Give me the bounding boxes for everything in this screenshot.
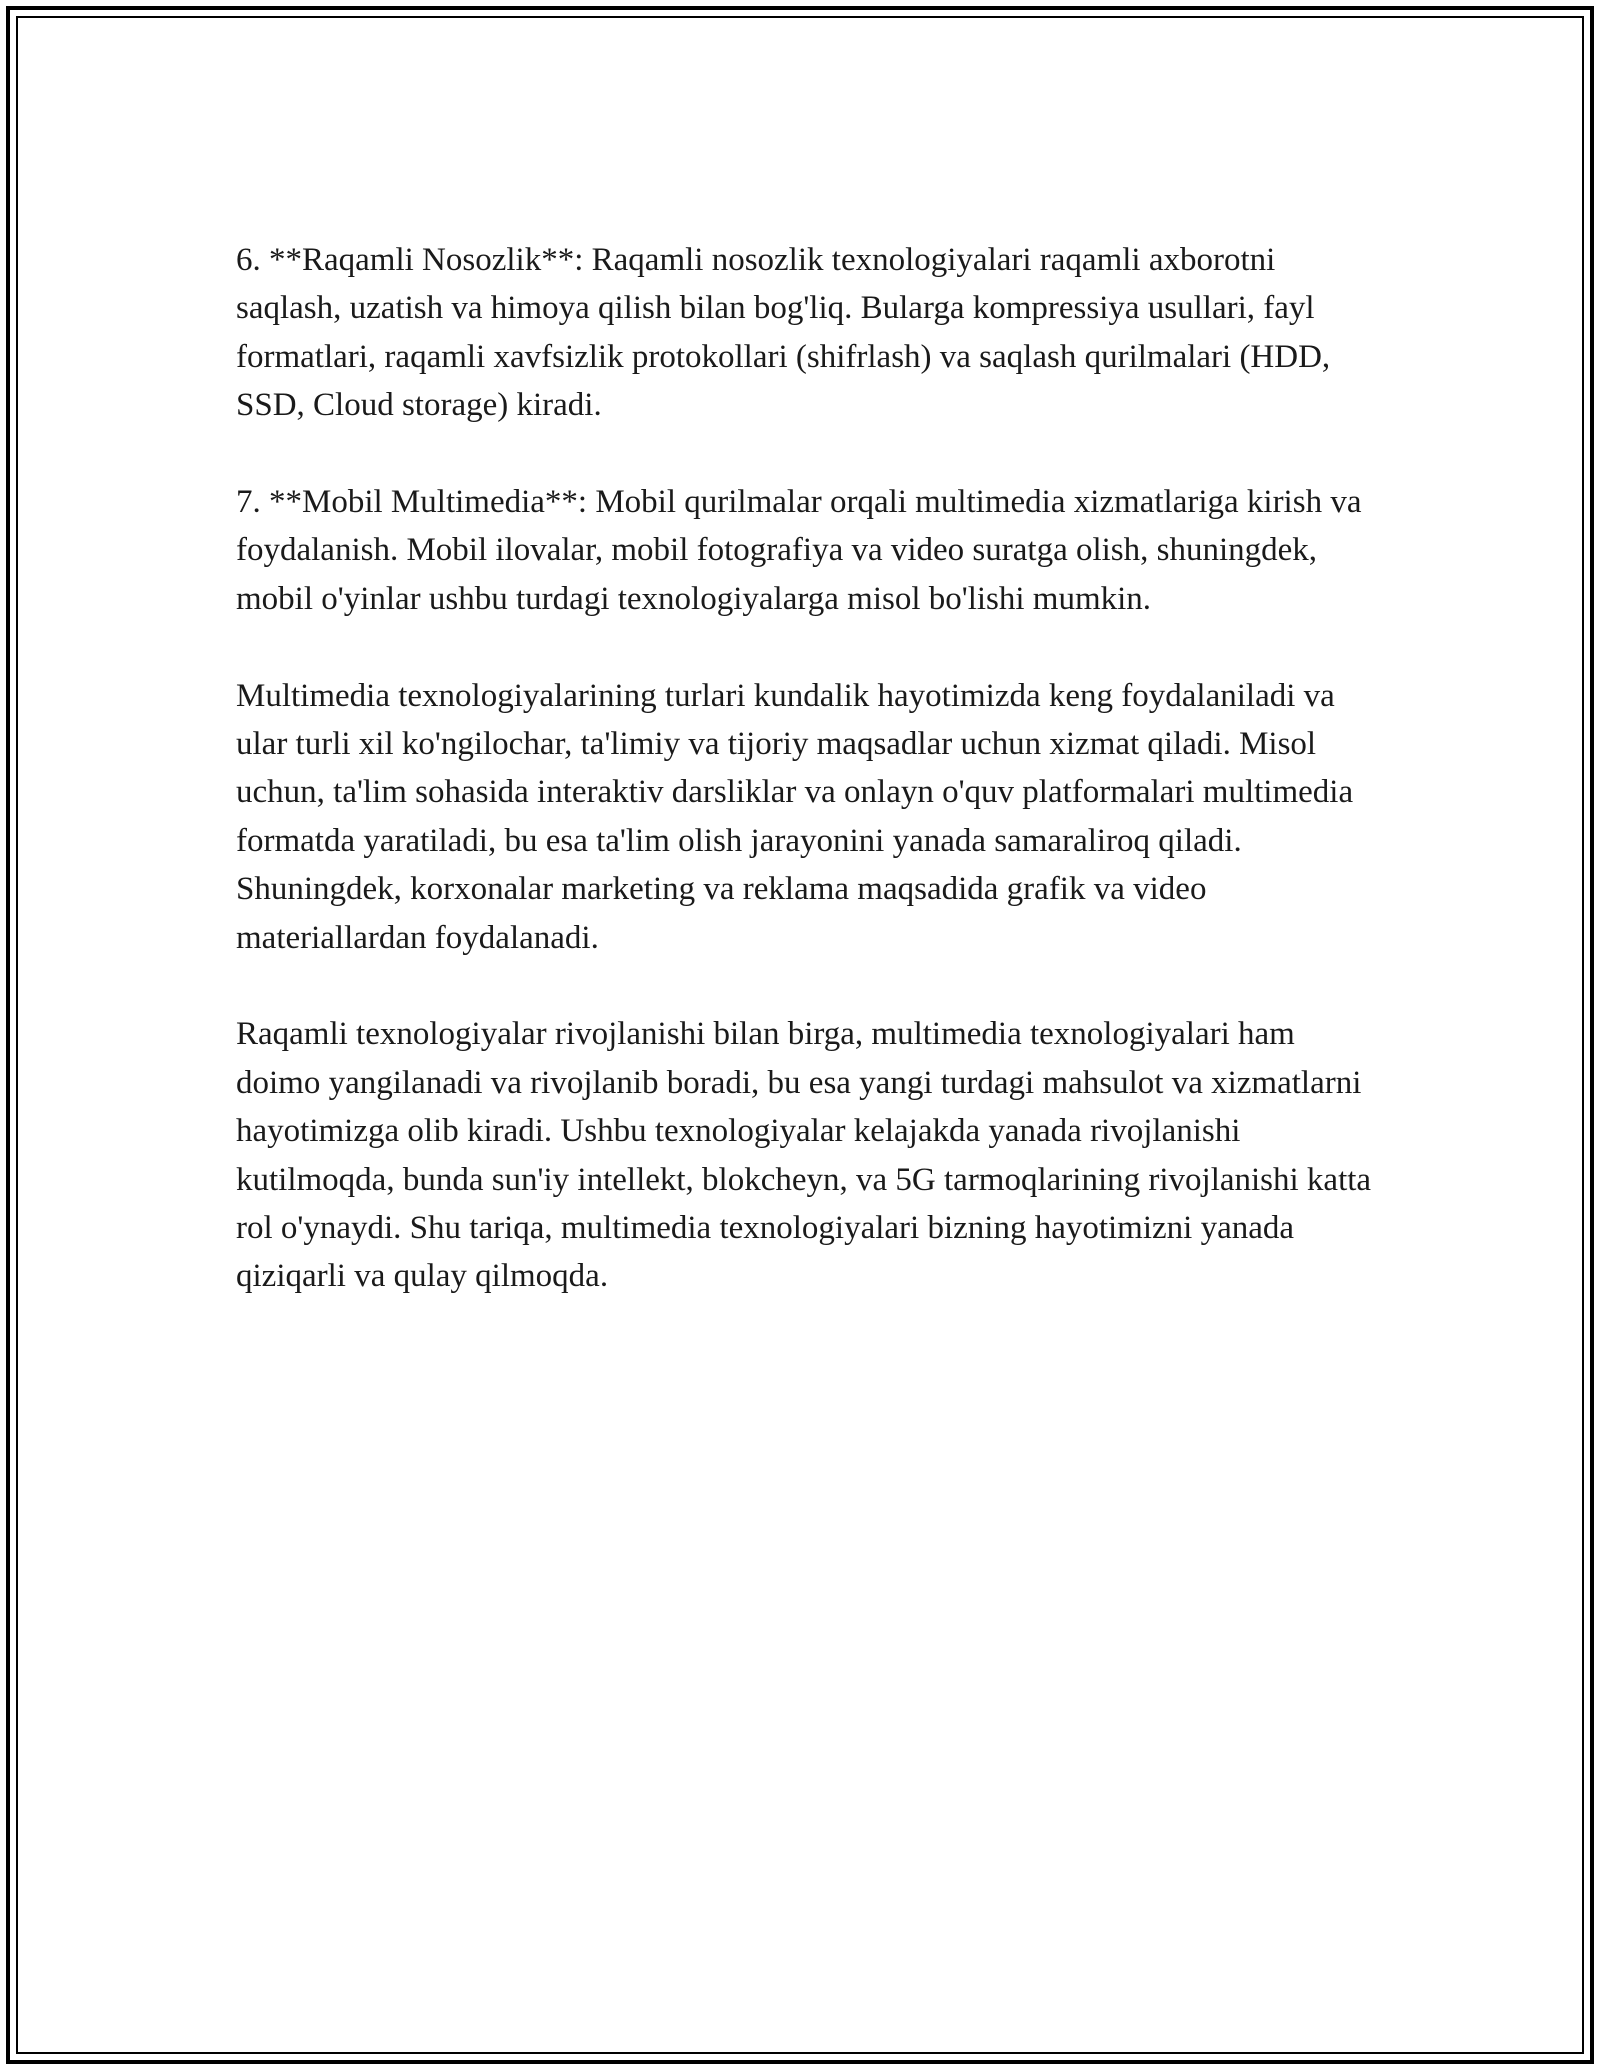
paragraph-multimedia-turlari: Multimedia texnologiyalarining turlari kundalik hayotimizda keng foydalaniladi va ular turli xil ko'ngilochar, ta'limiy va tijoriy maqsadlar uchun xizmat qiladi. Misol uchun, ta'lim sohasida interaktiv darsliklar va onlayn o'quv platformalari multimedia formatda yaratiladi, bu esa ta'lim olish jarayonini yanada samaraliroq qiladi. Shuningdek, korxonalar marketing va reklama maqsadida grafik va video materiallardan foydalanadi. — [236, 677, 1354, 956]
paragraph-raqamli-nosozlik: 6. **Raqamli Nosozlik**: Raqamli nosozlik texnologiyalari raqamli axborotni saqlash, uzatish va himoya qilish bilan bog'liq. Bularga kompressiya usullari, fayl formatlari, raqamli xavfsizlik protokollari (shifrlash) va saqlash qurilmalari (HDD, SSD, Cloud storage) kiradi. — [236, 242, 1331, 424]
document-body — [236, 236, 1376, 1349]
paragraph-mobil-multimedia: 7. **Mobil Multimedia**: Mobil qurilmalar orqali multimedia xizmatlariga kirish va foydalanish. Mobil ilovalar, mobil fotografiya va video suratga olish, shuningdek, mobil o'yinlar ushbu turdagi texnologiyalarga misol bo'lishi mumkin. — [236, 484, 1362, 617]
paragraph-raqamli-texnologiyalar: Raqamli texnologiyalar rivojlanishi bilan birga, multimedia texnologiyalari ham doimo yangilanadi va rivojlanib boradi, bu esa yangi turdagi mahsulot va xizmatlarni hayotimizga olib kiradi. Ushbu texnologiyalar kelajakda yanada rivojlanishi kutilmoqda, bunda sun'iy intellekt, blokcheyn, va 5G tarmoqlarining rivojlanishi katta rol o'ynaydi. Shu tariqa, multimedia texnologiyalari bizning hayotimizni yanada qiziqarli va qulay qilmoqda. — [236, 1016, 1372, 1295]
